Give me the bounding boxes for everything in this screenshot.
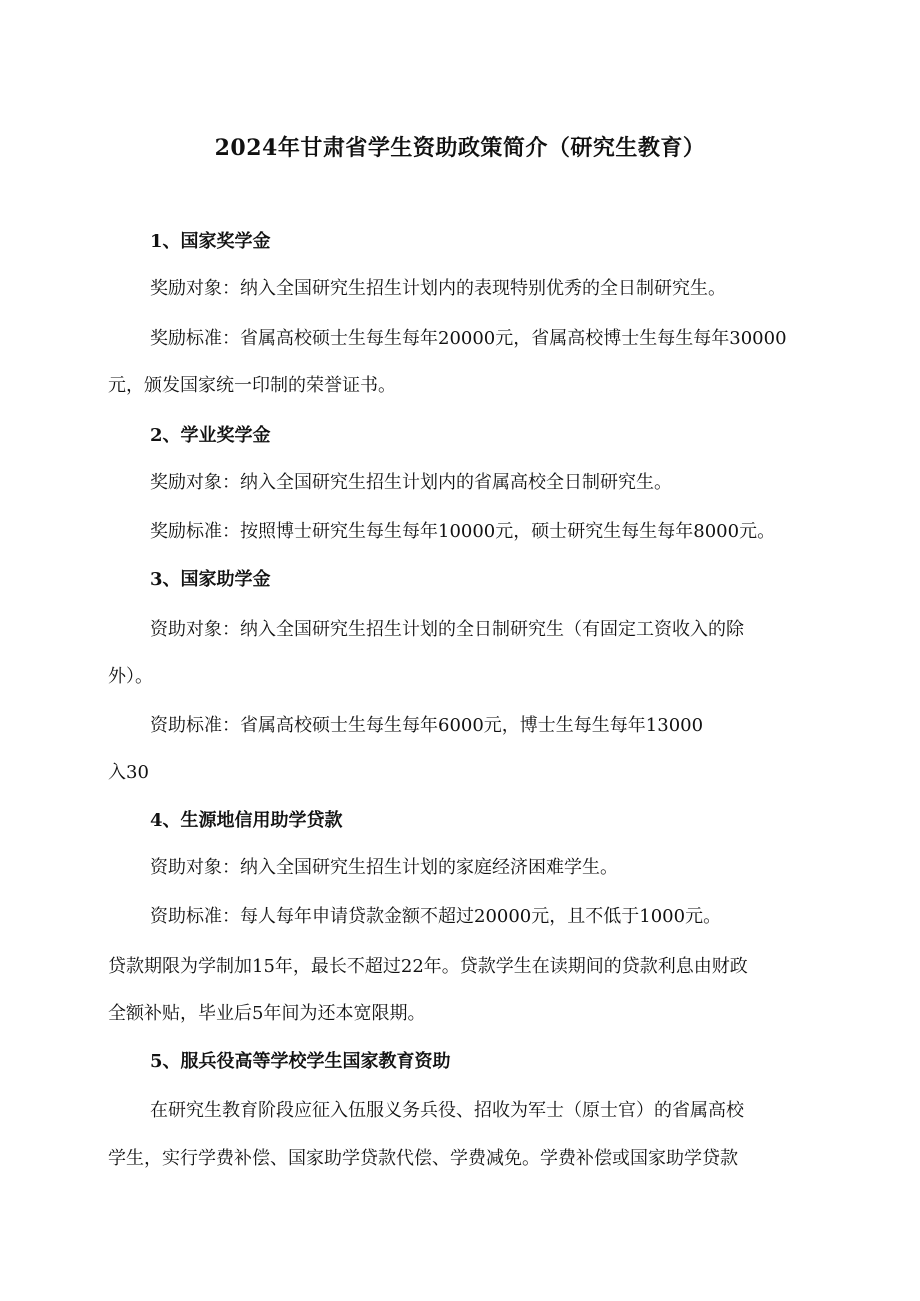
paragraph-line: 外）。 [108,666,153,687]
paragraph-line: 入30 [108,762,149,783]
paragraph-line: 奖励对象：纳入全国研究生招生计划内的表现特别优秀的全日制研究生。 [150,278,726,299]
paragraph-line: 元，颁发国家统一印制的荣誉证书。 [108,375,396,396]
section-heading-1: 1、国家奖学金 [150,231,271,252]
section-heading-5: 5、服兵役高等学校学生国家教育资助 [150,1051,451,1072]
paragraph-line: 全额补贴，毕业后5年间为还本宽限期。 [108,1003,426,1024]
paragraph-line: 奖励标准：按照博士研究生每生每年10000元，硕士研究生每生每年8000元。 [150,521,776,542]
paragraph-line: 奖励标准：省属高校硕士生每生每年20000元，省属高校博士生每生每年30000 [150,328,787,349]
paragraph-line: 学生，实行学费补偿、国家助学贷款代偿、学费减免。学费补偿或国家助学贷款 [108,1148,738,1169]
section-heading-4: 4、生源地信用助学贷款 [150,810,343,831]
paragraph-line: 贷款期限为学制加15年，最长不超过22年。贷款学生在读期间的贷款利息由财政 [108,956,748,977]
section-heading-3: 3、国家助学金 [150,569,271,590]
paragraph-line: 资助标准：省属高校硕士生每生每年6000元，博士生每生每年13000 [150,715,704,736]
paragraph-line: 奖励对象：纳入全国研究生招生计划内的省属高校全日制研究生。 [150,472,672,493]
paragraph-line: 资助对象：纳入全国研究生招生计划的全日制研究生（有固定工资收入的除 [150,619,744,640]
paragraph-line: 资助标准：每人每年申请贷款金额不超过20000元，且不低于1000元。 [150,906,722,927]
paragraph-line: 在研究生教育阶段应征入伍服义务兵役、招收为军士（原士官）的省属高校 [150,1100,744,1121]
paragraph-line: 资助对象：纳入全国研究生招生计划的家庭经济困难学生。 [150,857,618,878]
section-heading-2: 2、学业奖学金 [150,425,271,446]
document-title: 2024年甘肃省学生资助政策简介（研究生教育） [214,135,706,161]
